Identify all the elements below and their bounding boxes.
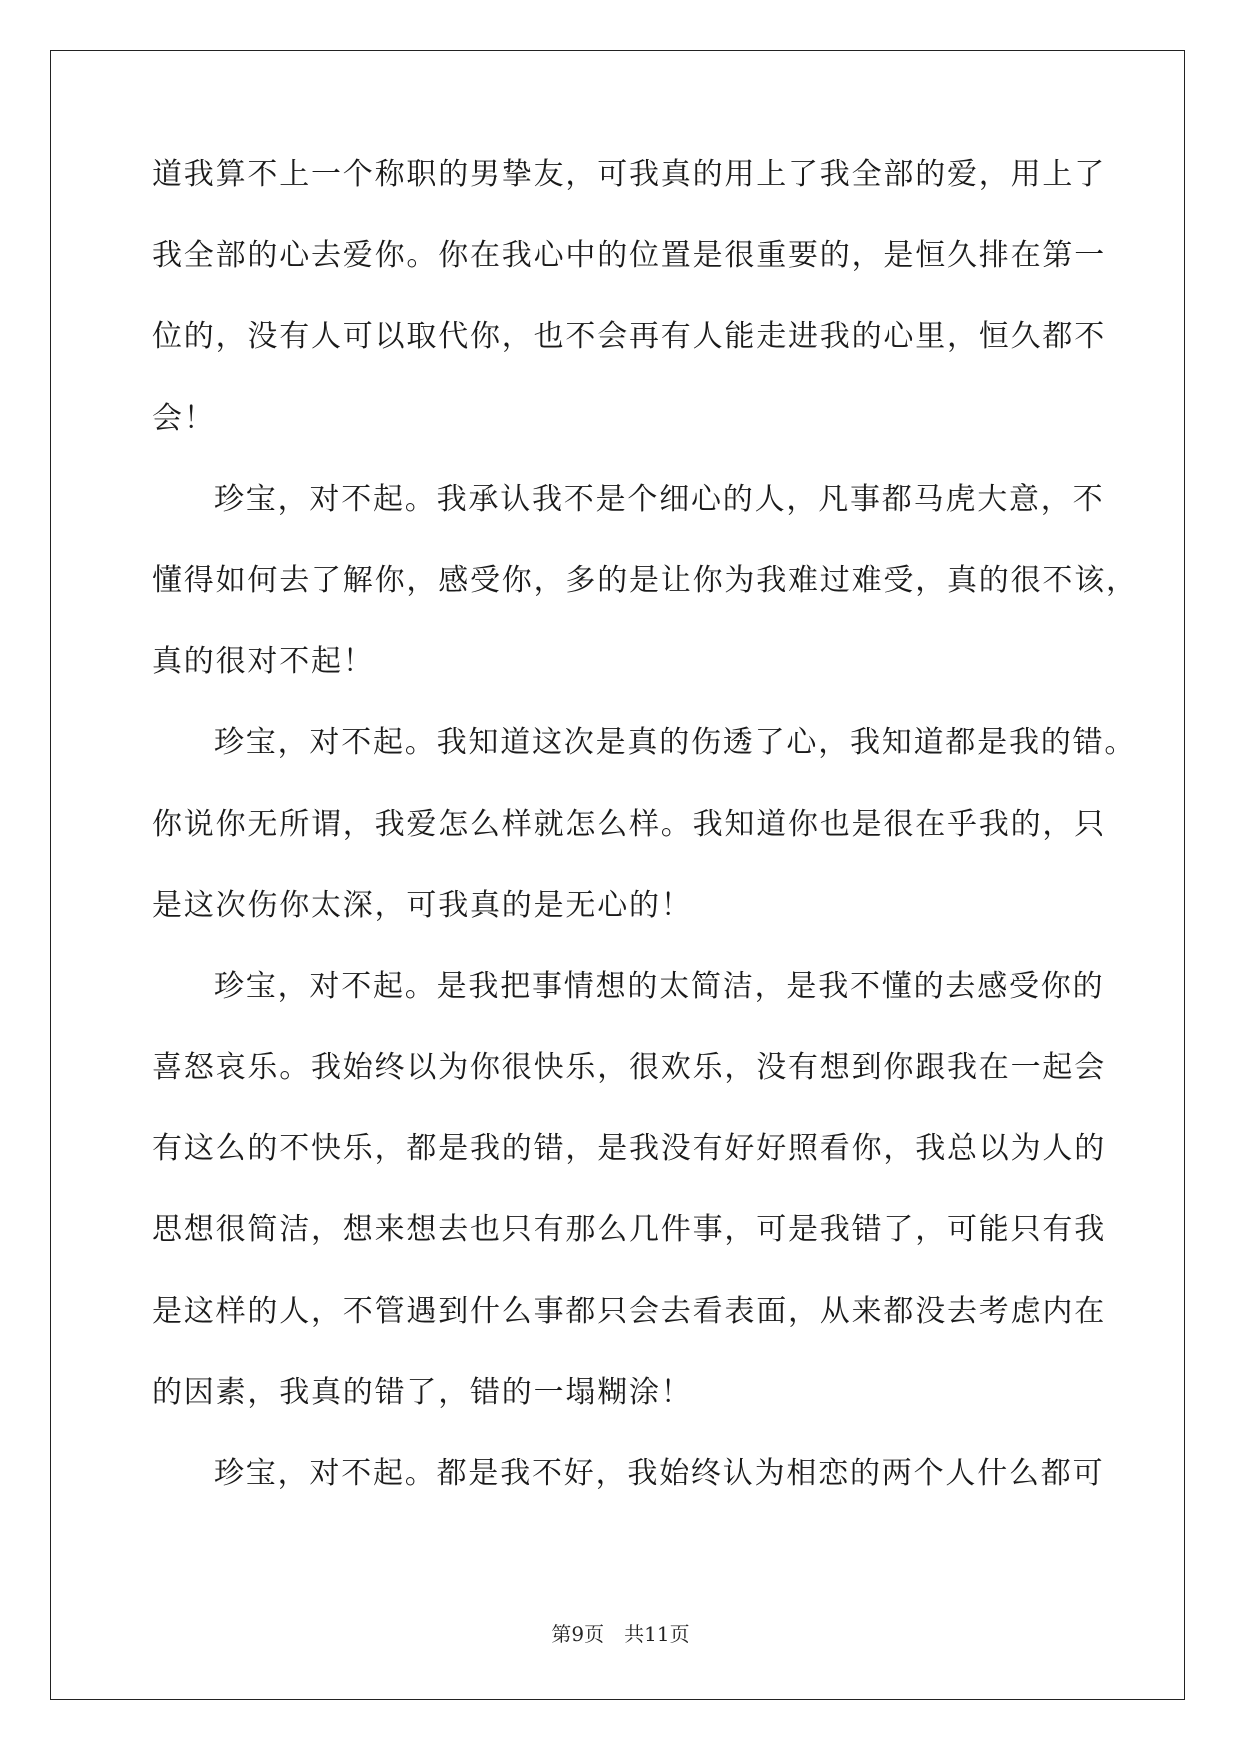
- text-line: 珍宝，对不起。我知道这次是真的伤透了心，我知道都是我的错。: [214, 725, 1137, 761]
- text-line: 懂得如何去了解你，感受你，多的是让你为我难过难受，真的很不该，: [152, 562, 1138, 598]
- document-body: [152, 157, 1138, 1540]
- text-line: 道我算不上一个称职的男挚友，可我真的用上了我全部的爱，用上了: [152, 157, 1106, 192]
- text-line: 思想很简洁，想来想去也只有那么几件事，可是我错了，可能只有我: [152, 1212, 1106, 1248]
- text-line: 珍宝，对不起。都是我不好，我始终认为相恋的两个人什么都可: [214, 1456, 1105, 1491]
- text-line: 是这次伤你太深，可我真的是无心的！: [152, 887, 693, 923]
- text-line: 是这样的人，不管遇到什么事都只会去看表面，从来都没去考虑内在: [152, 1293, 1106, 1329]
- text-line: 喜怒哀乐。我始终以为你很快乐，很欢乐，没有想到你跟我在一起会: [152, 1050, 1106, 1086]
- text-line: 珍宝，对不起。我承认我不是个细心的人，凡事都马虎大意，不: [214, 481, 1105, 517]
- text-line: 你说你无所谓，我爱怎么样就怎么样。我知道你也是很在乎我的，只: [152, 806, 1106, 842]
- text-line: 珍宝，对不起。是我把事情想的太简洁，是我不懂的去感受你的: [214, 968, 1105, 1004]
- text-line: 真的很对不起！: [152, 644, 375, 680]
- text-line: 会！: [152, 400, 216, 436]
- text-line: 有这么的不快乐，都是我的错，是我没有好好照看你，我总以为人的: [152, 1131, 1106, 1167]
- text-line: 我全部的心去爱你。你在我心中的位置是很重要的，是恒久排在第一: [152, 238, 1106, 274]
- page-number-footer: 第9页 共11页: [551, 1622, 690, 1646]
- text-line: 的因素，我真的错了，错的一塌糊涂！: [152, 1374, 693, 1410]
- text-line: 位的，没有人可以取代你，也不会再有人能走进我的心里，恒久都不: [152, 319, 1106, 355]
